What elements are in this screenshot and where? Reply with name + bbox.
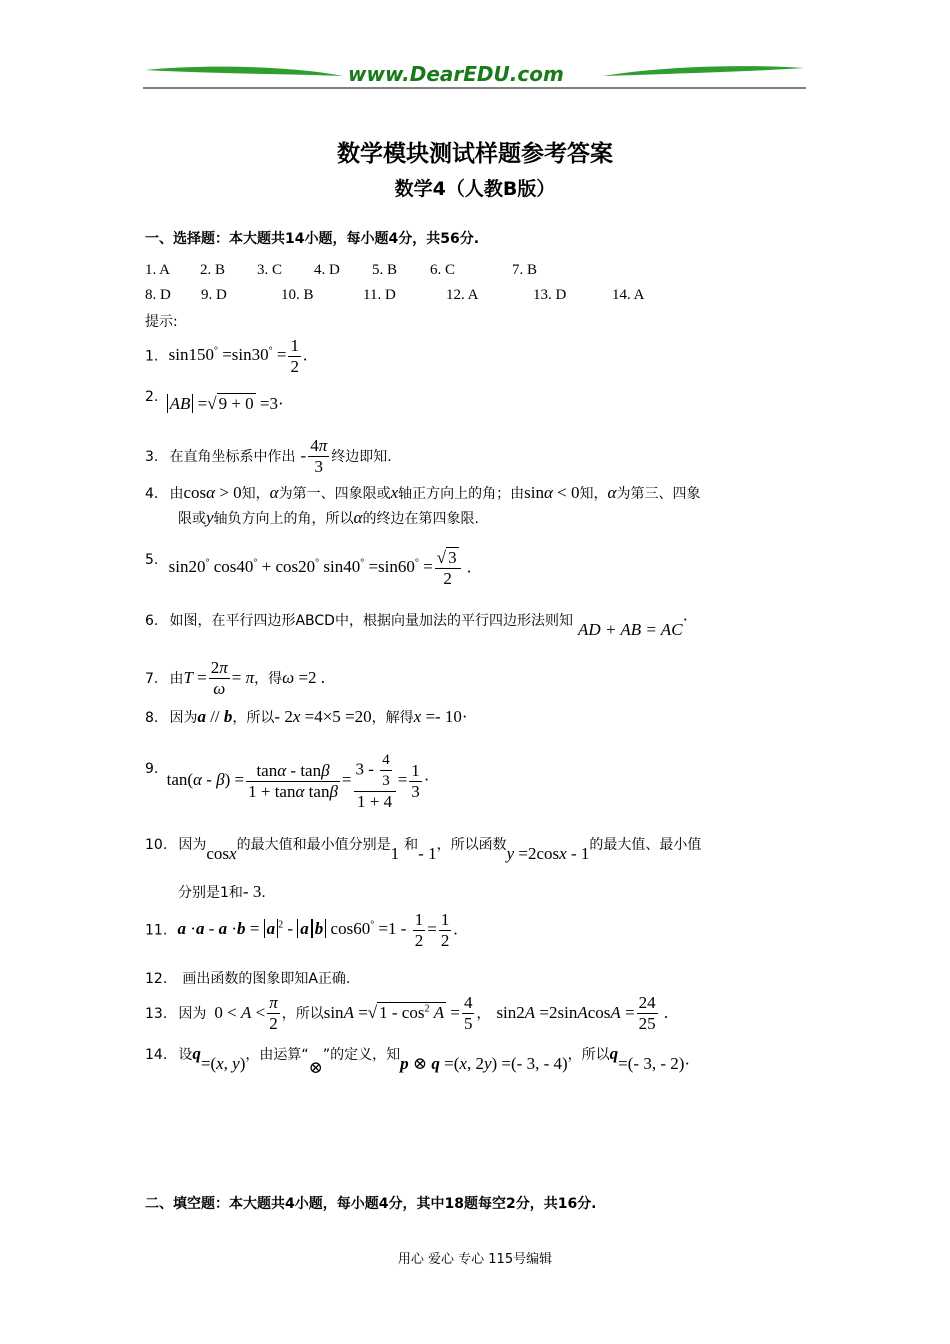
page-subtitle: 数学4（人教B版） [394, 178, 556, 200]
answer-item: 8. D [145, 287, 171, 303]
answer-item: 1. A [145, 262, 171, 278]
hint-11: 11. a ·a - a ·b = a $^2$ - a b cos60° =1 - $\frac{1}{2}$ = $\frac{1}{2}$ . [145, 910, 458, 950]
hint-2: $^{2.}$ AB =√ 9 + 0 =3· [145, 389, 284, 413]
hint-14: 14. 设q=(x, y)，由运算“⊗”的定义，知p ⊗ q =(x, 2y) =(- 3, - 4)，所以q=(- 3, - 2)· [145, 1044, 691, 1077]
hint-label: 提示: [145, 314, 178, 330]
hint-9: $^{9.}$ tan(α - β) = $\frac{\tan\alpha - \tan\beta}{\text{1 + tanα tanβ}}$ = 3 - $\frac{4}{3}$ 1 + 4 = $\frac{1}{3}$ · [145, 752, 430, 811]
hint-4-line2: 限或y轴负方向上的角，所以α的终边在第四象限. [178, 508, 479, 527]
section-heading-choice: 一、选择题：本大题共14小题，每小题4分，共56分. [145, 231, 480, 247]
answer-item: 7. B [512, 262, 538, 278]
answer-item: 11. D [363, 287, 396, 303]
hint-4: 4. 由cosα > 0知，α为第一、四象限或x轴正方向上的角；由sinα < 0知，α为第三、四象 [145, 483, 701, 502]
page-title: 数学模块测试样题参考答案 [337, 141, 613, 167]
hint-10-line2: 分别是1和- 3. [178, 882, 266, 901]
answer-item: 6. C [430, 262, 456, 278]
answer-item: 14. A [612, 287, 645, 303]
hint-8: 8. 因为a // b，所以- 2x =4×5 =20，解得x =- 10· [145, 707, 468, 726]
section-heading-fill: 二、填空题：本大题共4小题，每小题4分，其中18题每空2分，共16分. [145, 1196, 597, 1212]
hint-1: 1. sin150° =sin30° = $\frac{1}{2}$ . [145, 336, 308, 376]
hint-3: 3. 在直角坐标系中作出 - $\frac{4\pi}{3}$ 终边即知. [145, 436, 392, 476]
answer-item: 13. D [533, 287, 567, 303]
hint-10: 10. 因为cosx的最大值和最小值分别是1 和- 1，所以函数y =2cosx - 1的最大值、最小值 [145, 837, 702, 863]
answer-item: 4. D [314, 262, 340, 278]
header-banner [143, 60, 806, 92]
page-footer: 用心 爱心 专心 115号编辑 [397, 1252, 553, 1267]
hint-7: 7. 由T = $\frac{2\pi}{\omega}$ = π，得ω =2 . [145, 658, 326, 698]
answer-item: 2. B [200, 262, 226, 278]
hint-5: $^{5.}$ sin20° cos40° + cos20° sin40° =sin60° = $\frac{√ 3}{2}$ . [145, 548, 472, 588]
answer-item: 12. A [446, 287, 479, 303]
hint-12: 12. 画出函数的图象即知A正确. [145, 971, 351, 987]
hint-6: 6. 如图，在平行四边形ABCD中，根据向量加法的平行四边形法则知 AD + AB = AC· [145, 610, 689, 639]
answer-item: 9. D [201, 287, 227, 303]
hint-13: 13. 因为 0 < A < $\frac{\pi}{2}$ ，所以sinA =√ $1 - \cos^2 A$ = $\frac{4}{5}$ ， sin2A =2sinAcosA = $\frac{24}{25}$ . [145, 993, 669, 1033]
answer-item: 10. B [281, 287, 314, 303]
answer-item: 5. B [372, 262, 398, 278]
answer-item: 3. C [257, 262, 283, 278]
site-logo-text: www.DearEDU.com [348, 62, 564, 86]
